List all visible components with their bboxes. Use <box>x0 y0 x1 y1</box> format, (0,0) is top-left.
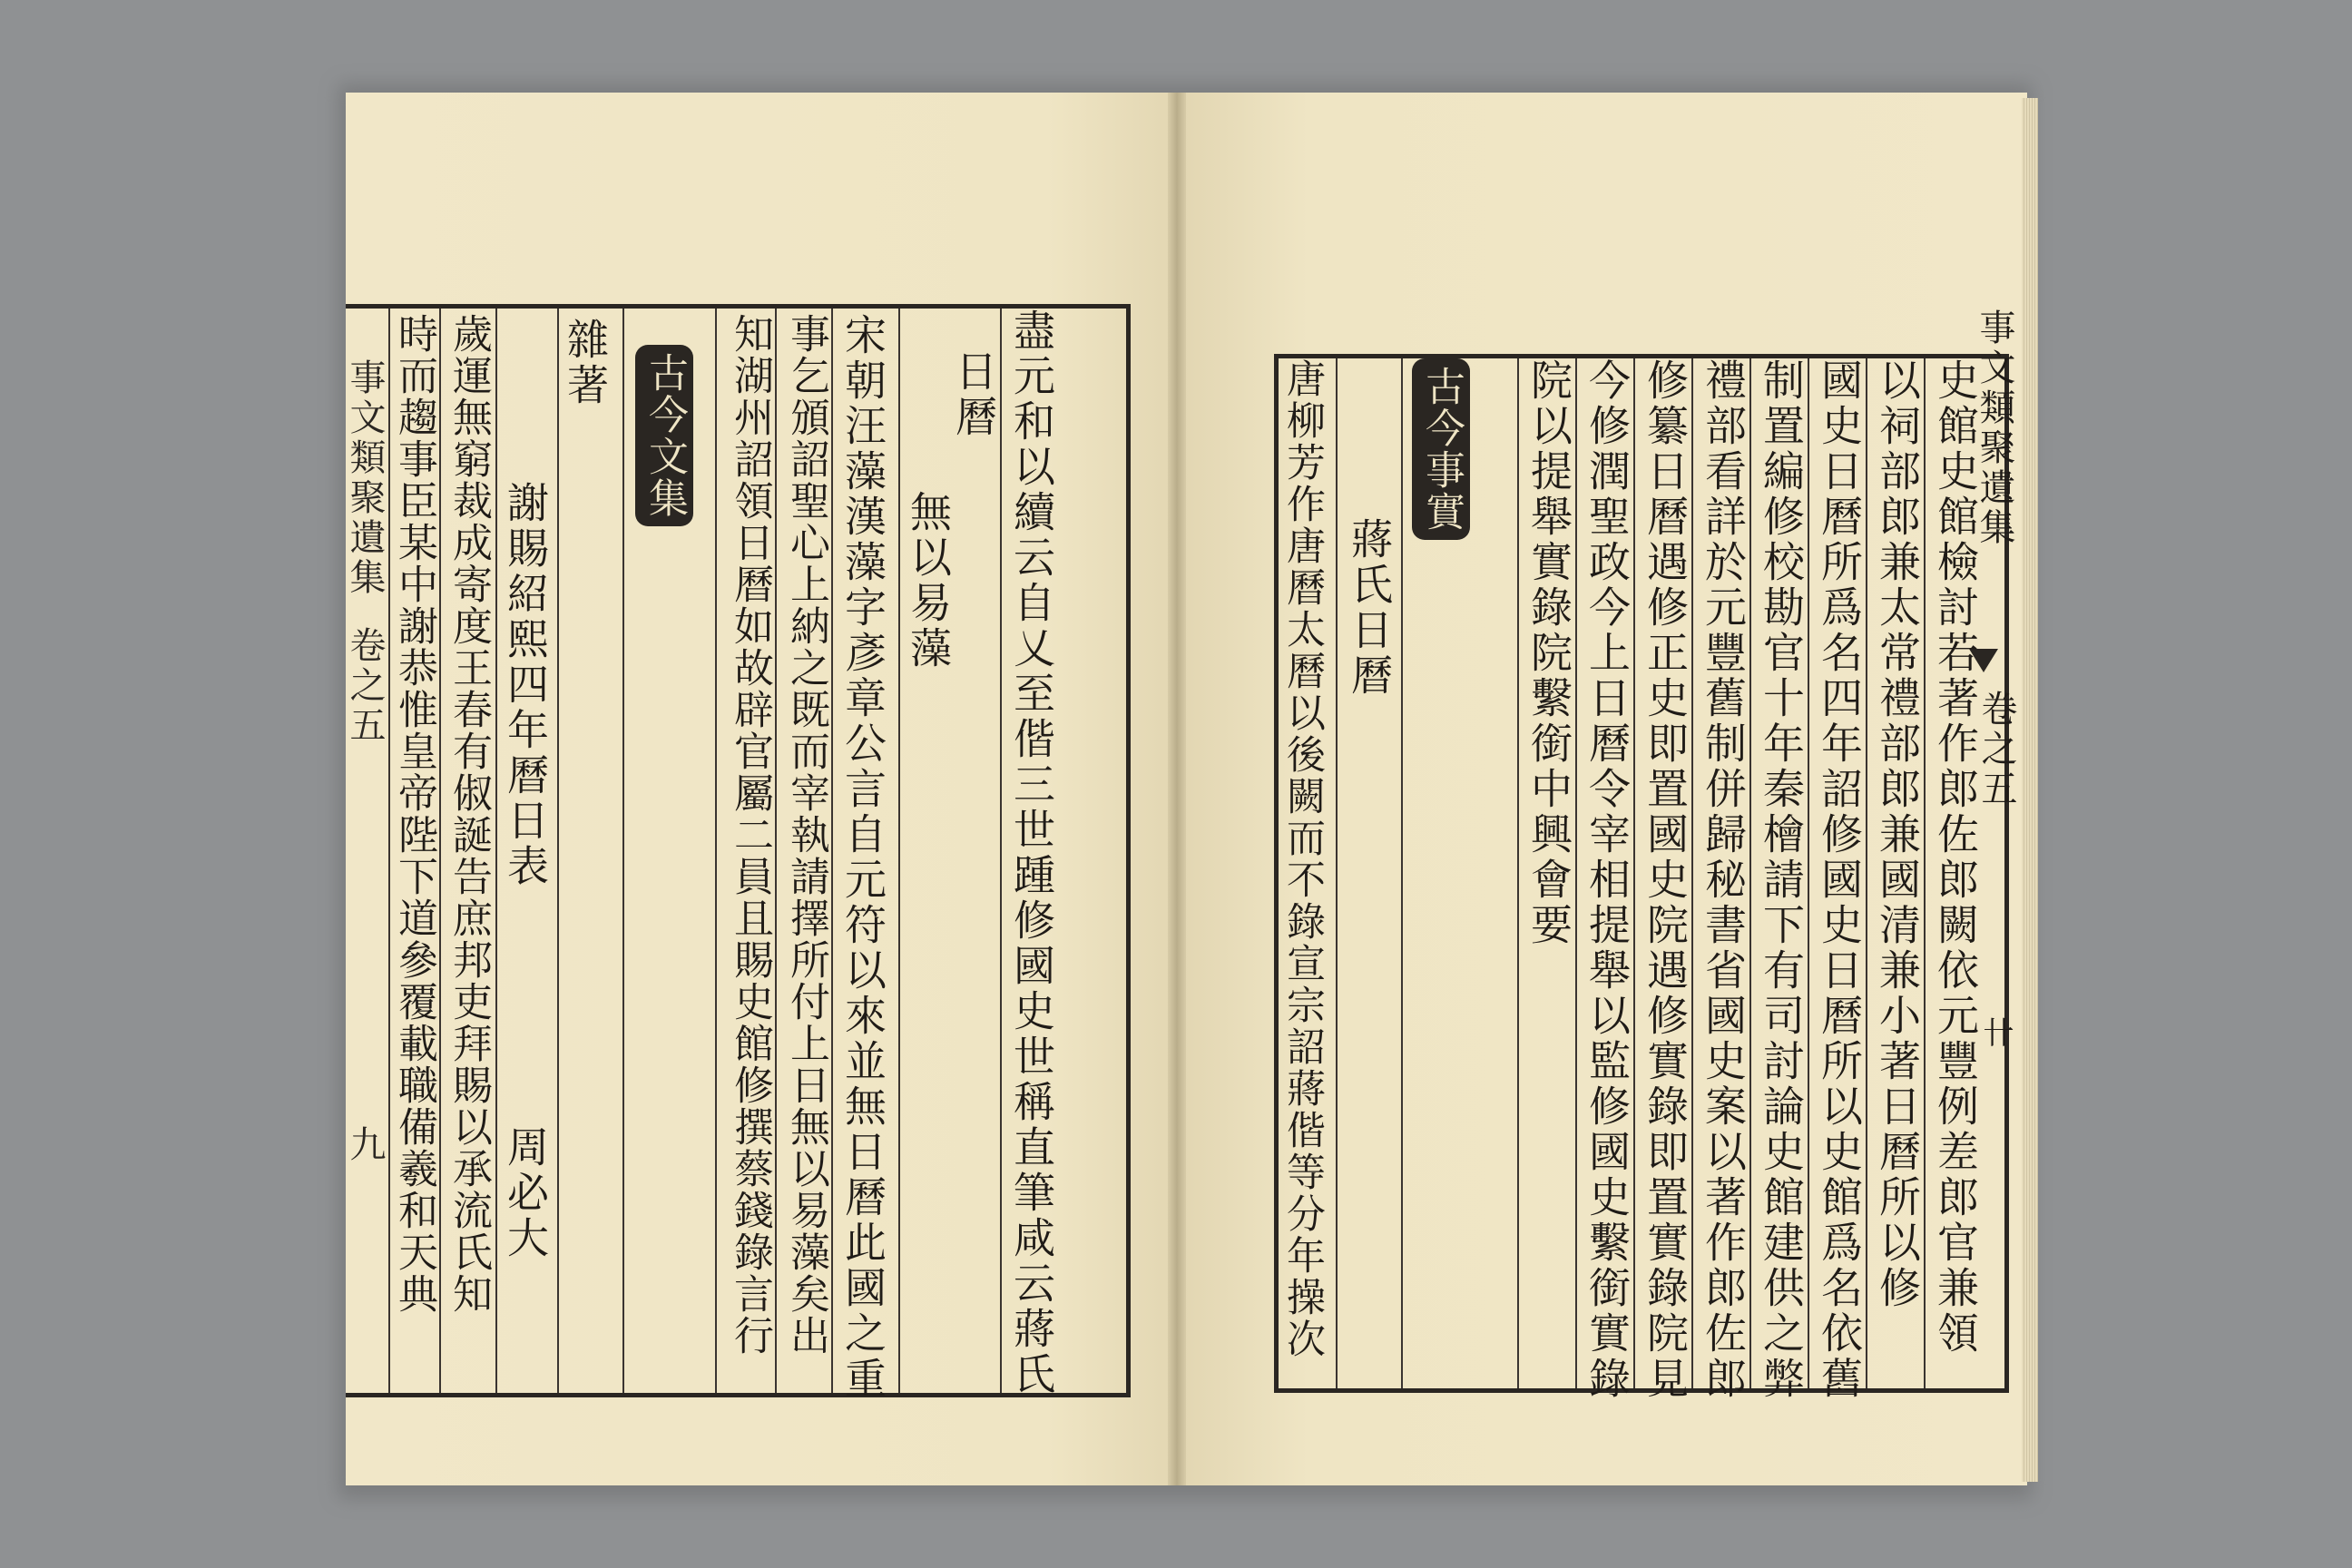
column-rule <box>1336 358 1338 1388</box>
column-rule <box>622 309 624 1393</box>
left-section-name: 雜著 <box>561 318 610 408</box>
column-rule <box>898 309 900 1393</box>
column-rule <box>1691 358 1693 1388</box>
column-rule <box>1749 358 1751 1388</box>
right-column-8: 院以提舉實錄院繫銜中興會要 <box>1524 358 1573 948</box>
column-rule <box>557 309 559 1393</box>
right-column-4: 制置編修校勘官十年秦檜請下有司討論史館建供之弊 <box>1757 358 1806 1402</box>
left-middle-column-3: 知湖州詔領日曆如故辟官屬二員且賜史館修撰蔡錢錄言行 <box>727 313 773 1357</box>
column-rule <box>1808 358 1809 1388</box>
column-rule <box>1000 309 1002 1393</box>
left-top-column-1: 盡元和以續云自乂至偕三世踵修國史世稱直筆咸云蔣氏 <box>1007 309 1056 1397</box>
column-rule <box>1633 358 1635 1388</box>
column-rule <box>775 309 777 1393</box>
right-column-6: 修纂日曆遇修正史即置國史院遇修實錄即置實錄院見 <box>1641 358 1690 1402</box>
right-column-1: 史館史館檢討若著作郎佐郎闕依元豐例差郎官兼領 <box>1931 358 1980 1357</box>
left-bottom-column-2: 時而趨事臣某中謝恭惟皇帝陛下道參覆載職備羲和天典 <box>391 313 437 1315</box>
left-bottom-column-1: 歲運無窮裁成寄度王春有俶誕告庶邦吏拜賜以承流氏知 <box>446 313 492 1315</box>
right-heading: 蔣氏日曆 <box>1345 517 1394 699</box>
left-margin-volume: 卷之五 <box>344 626 386 746</box>
left-author: 周必大 <box>501 1125 550 1261</box>
left-title-line: 謝賜紹熙四年曆日表 <box>501 481 550 889</box>
right-column-3: 國史日曆所爲名四年詔修國史日曆所以史館爲名依舊 <box>1815 358 1864 1402</box>
right-running-head: 事文類聚遺集 <box>1974 309 2015 548</box>
right-column-7: 今修潤聖政今上日曆令宰相提舉以監修國史繫銜實錄 <box>1583 358 1632 1402</box>
column-rule <box>1924 358 1926 1388</box>
column-rule <box>831 309 833 1393</box>
right-column-2: 以祠部郎兼太常禮部郎兼國清兼小著日曆所以修 <box>1873 358 1922 1311</box>
left-middle-column-1: 宋朝汪藻漢藻字彥章公言自元符以來並無日曆此國之重 <box>838 313 887 1402</box>
column-rule <box>1866 358 1867 1388</box>
page-edges <box>2022 98 2038 1482</box>
right-fold-mark: 卄 <box>1977 1016 2014 1050</box>
left-top-column-2: 日曆 <box>949 349 998 440</box>
right-section-label: 古今事實 <box>1412 358 1470 540</box>
right-column-5: 禮部看詳於元豐舊制併歸秘書省國史案以著作郎佐郎 <box>1699 358 1748 1402</box>
column-rule <box>439 309 441 1393</box>
column-rule <box>715 309 717 1393</box>
left-heading-right: 無以易藻 <box>904 490 953 671</box>
right-body-column-1: 唐柳芳作唐曆太曆以後闕而不錄宣宗詔蔣偕等分年操次 <box>1280 358 1326 1360</box>
left-section-label: 古今文集 <box>635 345 693 526</box>
column-rule <box>1401 358 1403 1388</box>
left-middle-column-2: 事乞頒詔聖心上納之既而宰執請擇所付上日無以易藻矣出 <box>783 313 829 1357</box>
column-rule <box>388 309 390 1393</box>
book-gutter <box>1168 93 1186 1485</box>
column-rule <box>495 309 497 1393</box>
column-rule <box>1575 358 1577 1388</box>
left-folio: 九 <box>344 1125 386 1165</box>
left-margin-title: 事文類聚遺集 <box>344 358 386 598</box>
right-volume-label: 卷之五 <box>1975 690 2017 809</box>
column-rule <box>1517 358 1519 1388</box>
